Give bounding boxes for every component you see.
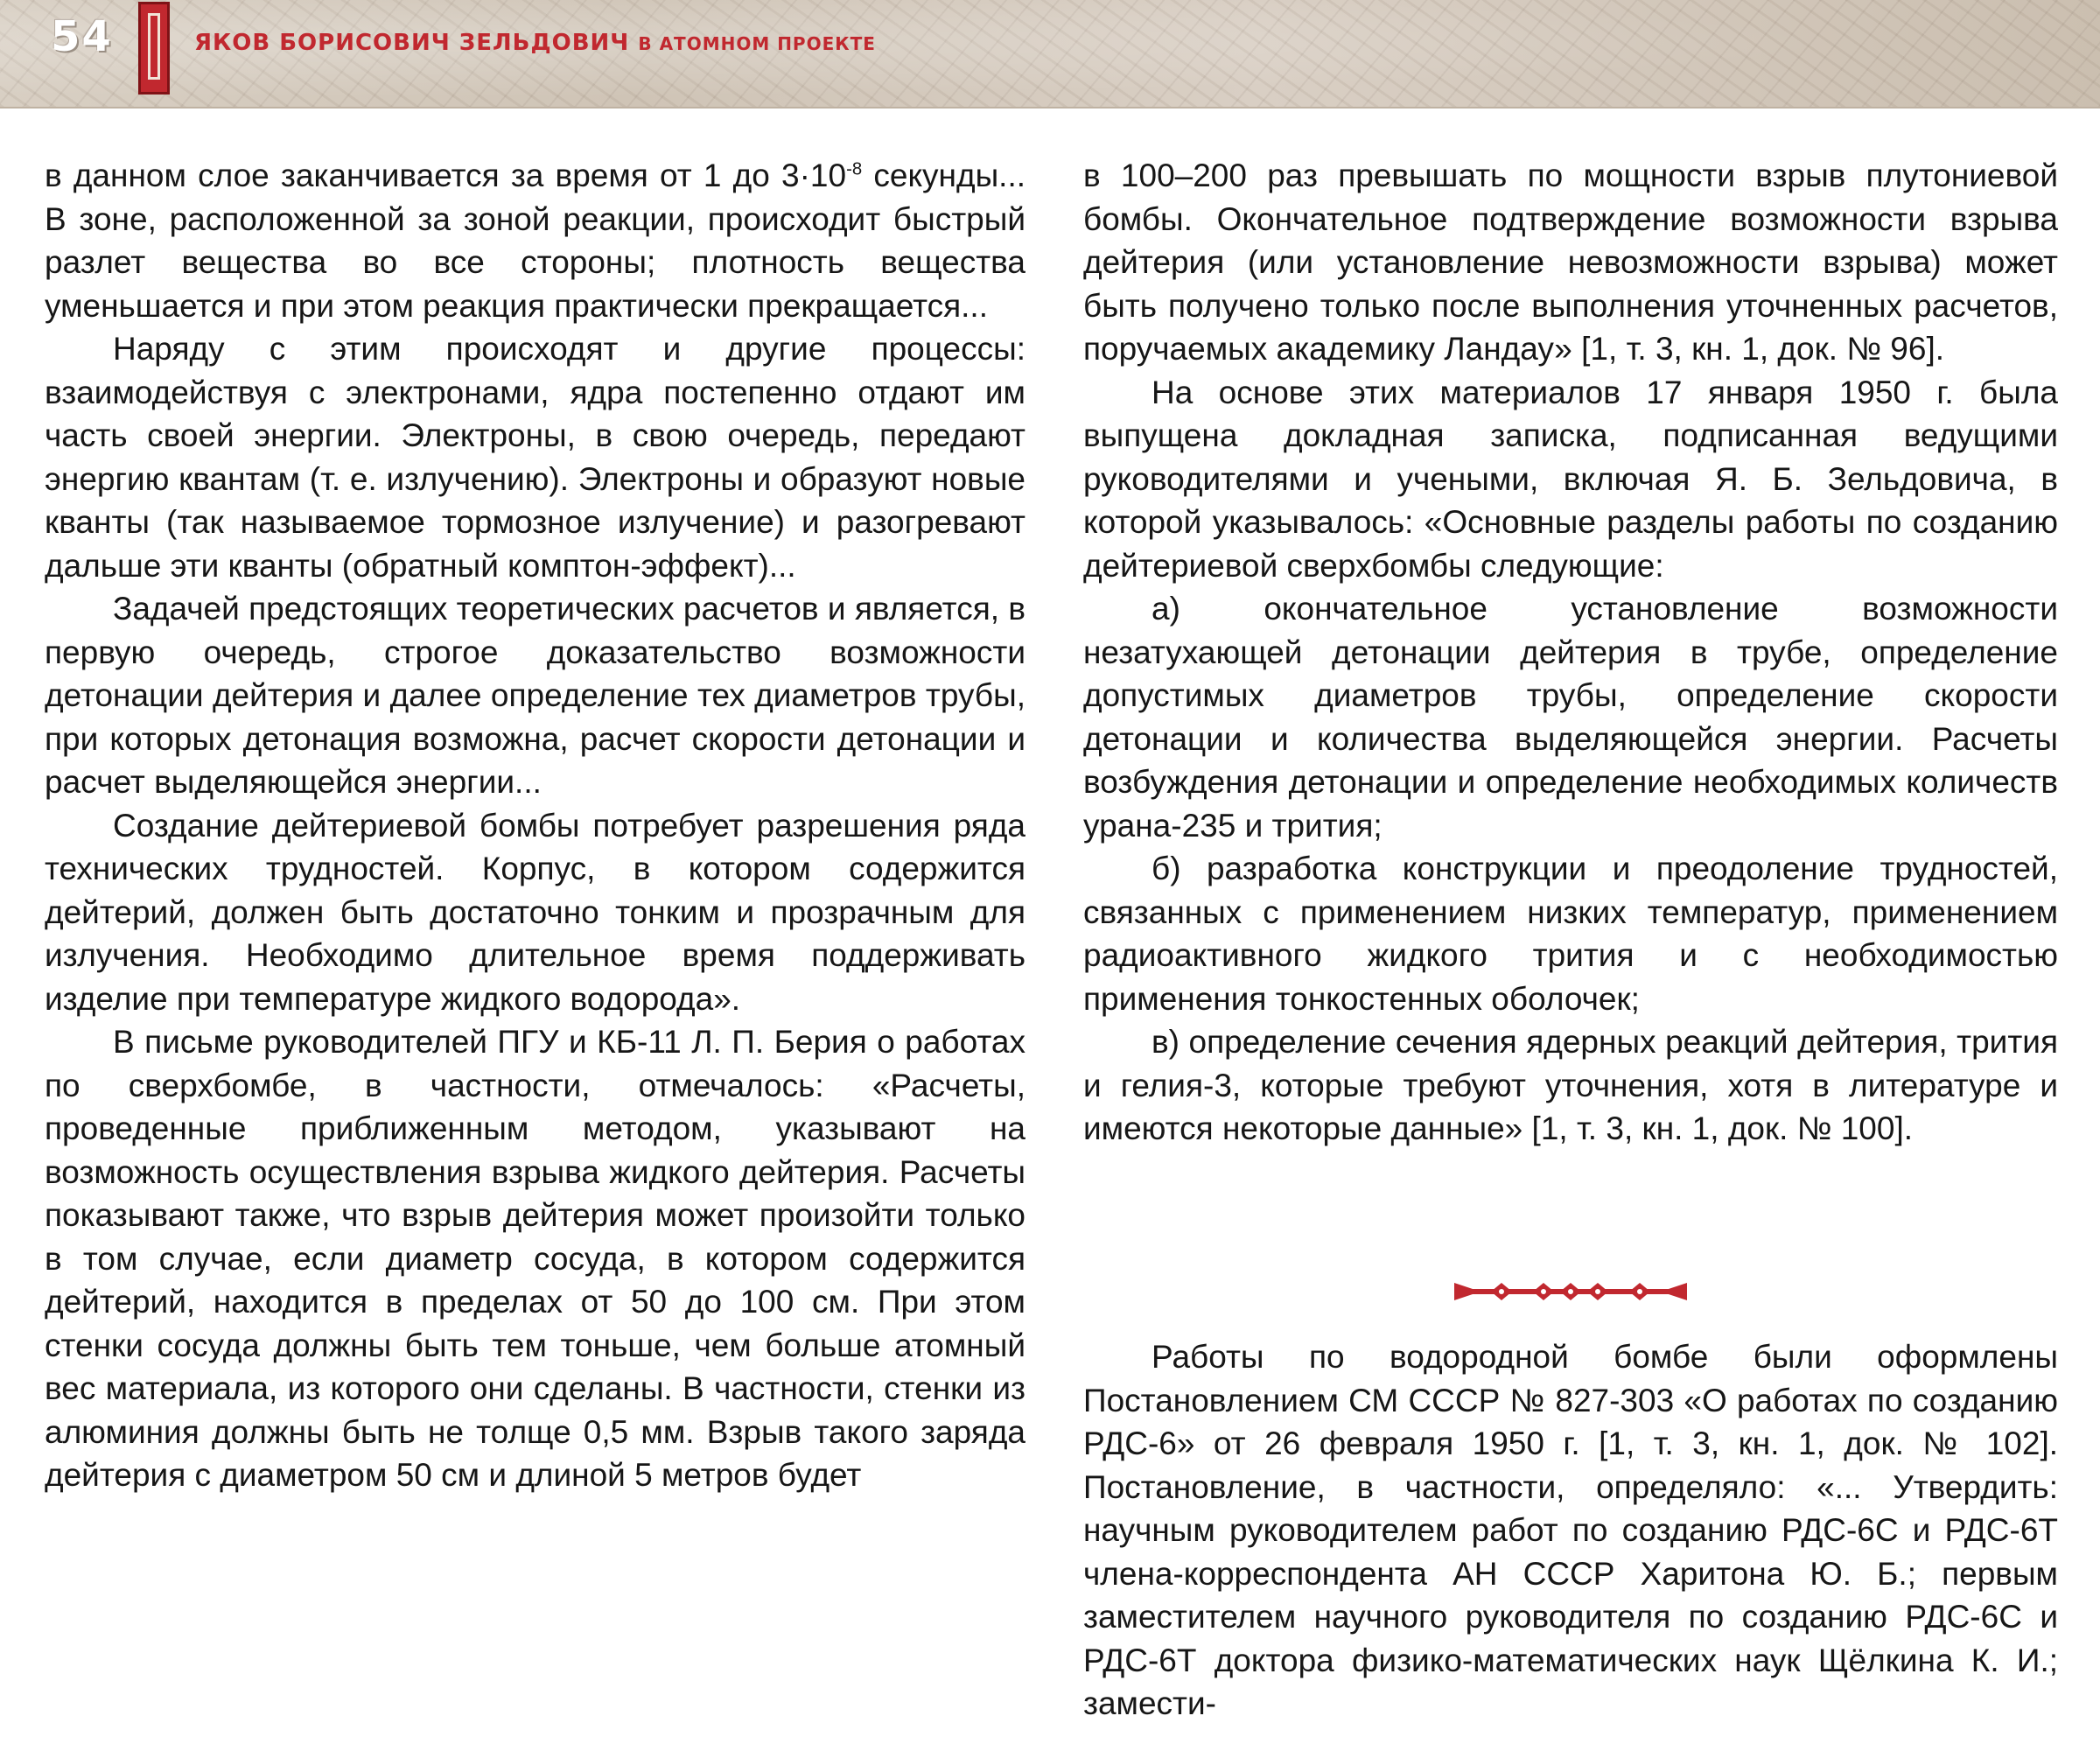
header-decorative-bar [138, 2, 170, 95]
left-paragraph-2: Наряду с этим происходят и другие процессы: взаимодействуя с электронами, ядра постепенно отдают им часть своей энергии. Электроны, в свою очередь, передают энергию квантам (т. е. излучению). Электроны и образуют новые кванты (так называемое тормозное излучение) и разогревают дальше эти кванты (обратный комптон-эффект)... [45, 331, 1026, 584]
left-p1-text-a: в данном слое заканчивается за время от 1 до 3·10 [45, 158, 847, 193]
running-title-tail: В АТОМНОМ ПРОЕКТЕ [638, 33, 876, 54]
left-column [45, 154, 1026, 1497]
right-paragraph-5: в) определение сечения ядерных реакций дейтерия, трития и гелия-3, которые требуют уточнения, хотя в литературе и имеются некоторые данные» [1, т. 3, кн. 1, док. № 100]. [1083, 1024, 2058, 1146]
right-paragraph-1: в 100–200 раз превышать по мощности взрыв плутониевой бомбы. Окончательное подтверждение возможности взрыва дейтерия (или установление невозможности взрыва) может быть получено только после выполнения уточненных расчетов, поручаемых академику Ландау» [1, т. 3, кн. 1, док. № 96]. [1083, 158, 2058, 367]
running-title [194, 30, 876, 56]
right-paragraph-2: На основе этих материалов 17 января 1950 г. была выпущена докладная записка, подписанная ведущими руководителями и учеными, включая Я. Б. Зельдовича, в которой указывалось: «Основные разделы работы по созданию дейтериевой сверхбомбы следующие: [1083, 374, 2058, 584]
right-column [1083, 154, 2058, 1151]
right-paragraph-6: Работы по водородной бомбе были оформлены Постановлением СМ СССР № 827-303 «О работах по созданию РДС-6» от 26 февраля 1950 г. [1, т. 3, кн. 1, док. № 102]. Постановление, в частности, определяло: «... Утвердить: научным руководителем работ по созданию РДС-6С и РДС-6Т члена-корреспондента АН СССР Харитона Ю. Б.; первым заместителем научного руководителя по созданию РДС-6С и РДС-6Т доктора физико-математических наук Щёлкина К. И.; замести- [1083, 1339, 2058, 1721]
right-column-after-divider [1083, 1335, 2058, 1726]
left-paragraph-3: Задачей предстоящих теоретических расчетов и является, в первую очередь, строгое доказательство возможности детонации дейтерия и далее определение тех диаметров трубы, при которых детонация возможна, расчет скорости детонации и расчет выделяющейся энергии... [45, 591, 1026, 800]
page-header [0, 0, 2100, 109]
left-p1-text-b: секунды... В зоне, расположенной за зоной реакции, происходит быстрый разлет вещества во все стороны; плотность вещества уменьшается и при этом реакция практически прекращается... [45, 158, 1026, 324]
section-divider-ornament [1454, 1279, 1687, 1304]
left-paragraph-1 [45, 154, 1026, 327]
exponent: -8 [846, 159, 863, 179]
right-paragraph-4: б) разработка конструкции и преодоление трудностей, связанных с применением низких температур, применением радиоактивного жидкого трития и с необходимостью применения тонкостенных оболочек; [1083, 851, 2058, 1017]
running-title-main: ЯКОВ БОРИСОВИЧ ЗЕЛЬДОВИЧ [194, 30, 630, 56]
page-number: 54 [51, 12, 113, 61]
left-paragraph-4: Создание дейтериевой бомбы потребует разрешения ряда технических трудностей. Корпус, в котором содержится дейтерий, должен быть достаточно тонким и прозрачным для излучения. Необходимо длительное время поддерживать изделие при температуре жидкого водорода». [45, 807, 1026, 1017]
right-paragraph-3: а) окончательное установление возможности незатухающей детонации дейтерия в трубе, определение допустимых диаметров трубы, определение скорости детонации и количества выделяющейся энергии. Расчеты возбуждения детонации и определение необходимых количеств урана-235 и трития; [1083, 591, 2058, 844]
header-decorative-bar-inner [148, 13, 160, 80]
left-paragraph-5: В письме руководителей ПГУ и КБ-11 Л. П. Берия о работах по сверхбомбе, в частности, отмечалось: «Расчеты, проведенные приближенным методом, указывают на возможность осуществления взрыва жидкого дейтерия. Расчеты показывают также, что взрыв дейтерия может произойти только в том случае, если диаметр сосуда, в котором содержится дейтерий, находится в пределах от 50 до 100 см. При этом стенки сосуда должны быть тем тоньше, чем больше атомный вес материала, из которого они сделаны. В частности, стенки из алюминия должны быть не толще 0,5 мм. Взрыв такого заряда дейтерия с диаметром 50 см и длиной 5 метров будет [45, 1024, 1026, 1493]
